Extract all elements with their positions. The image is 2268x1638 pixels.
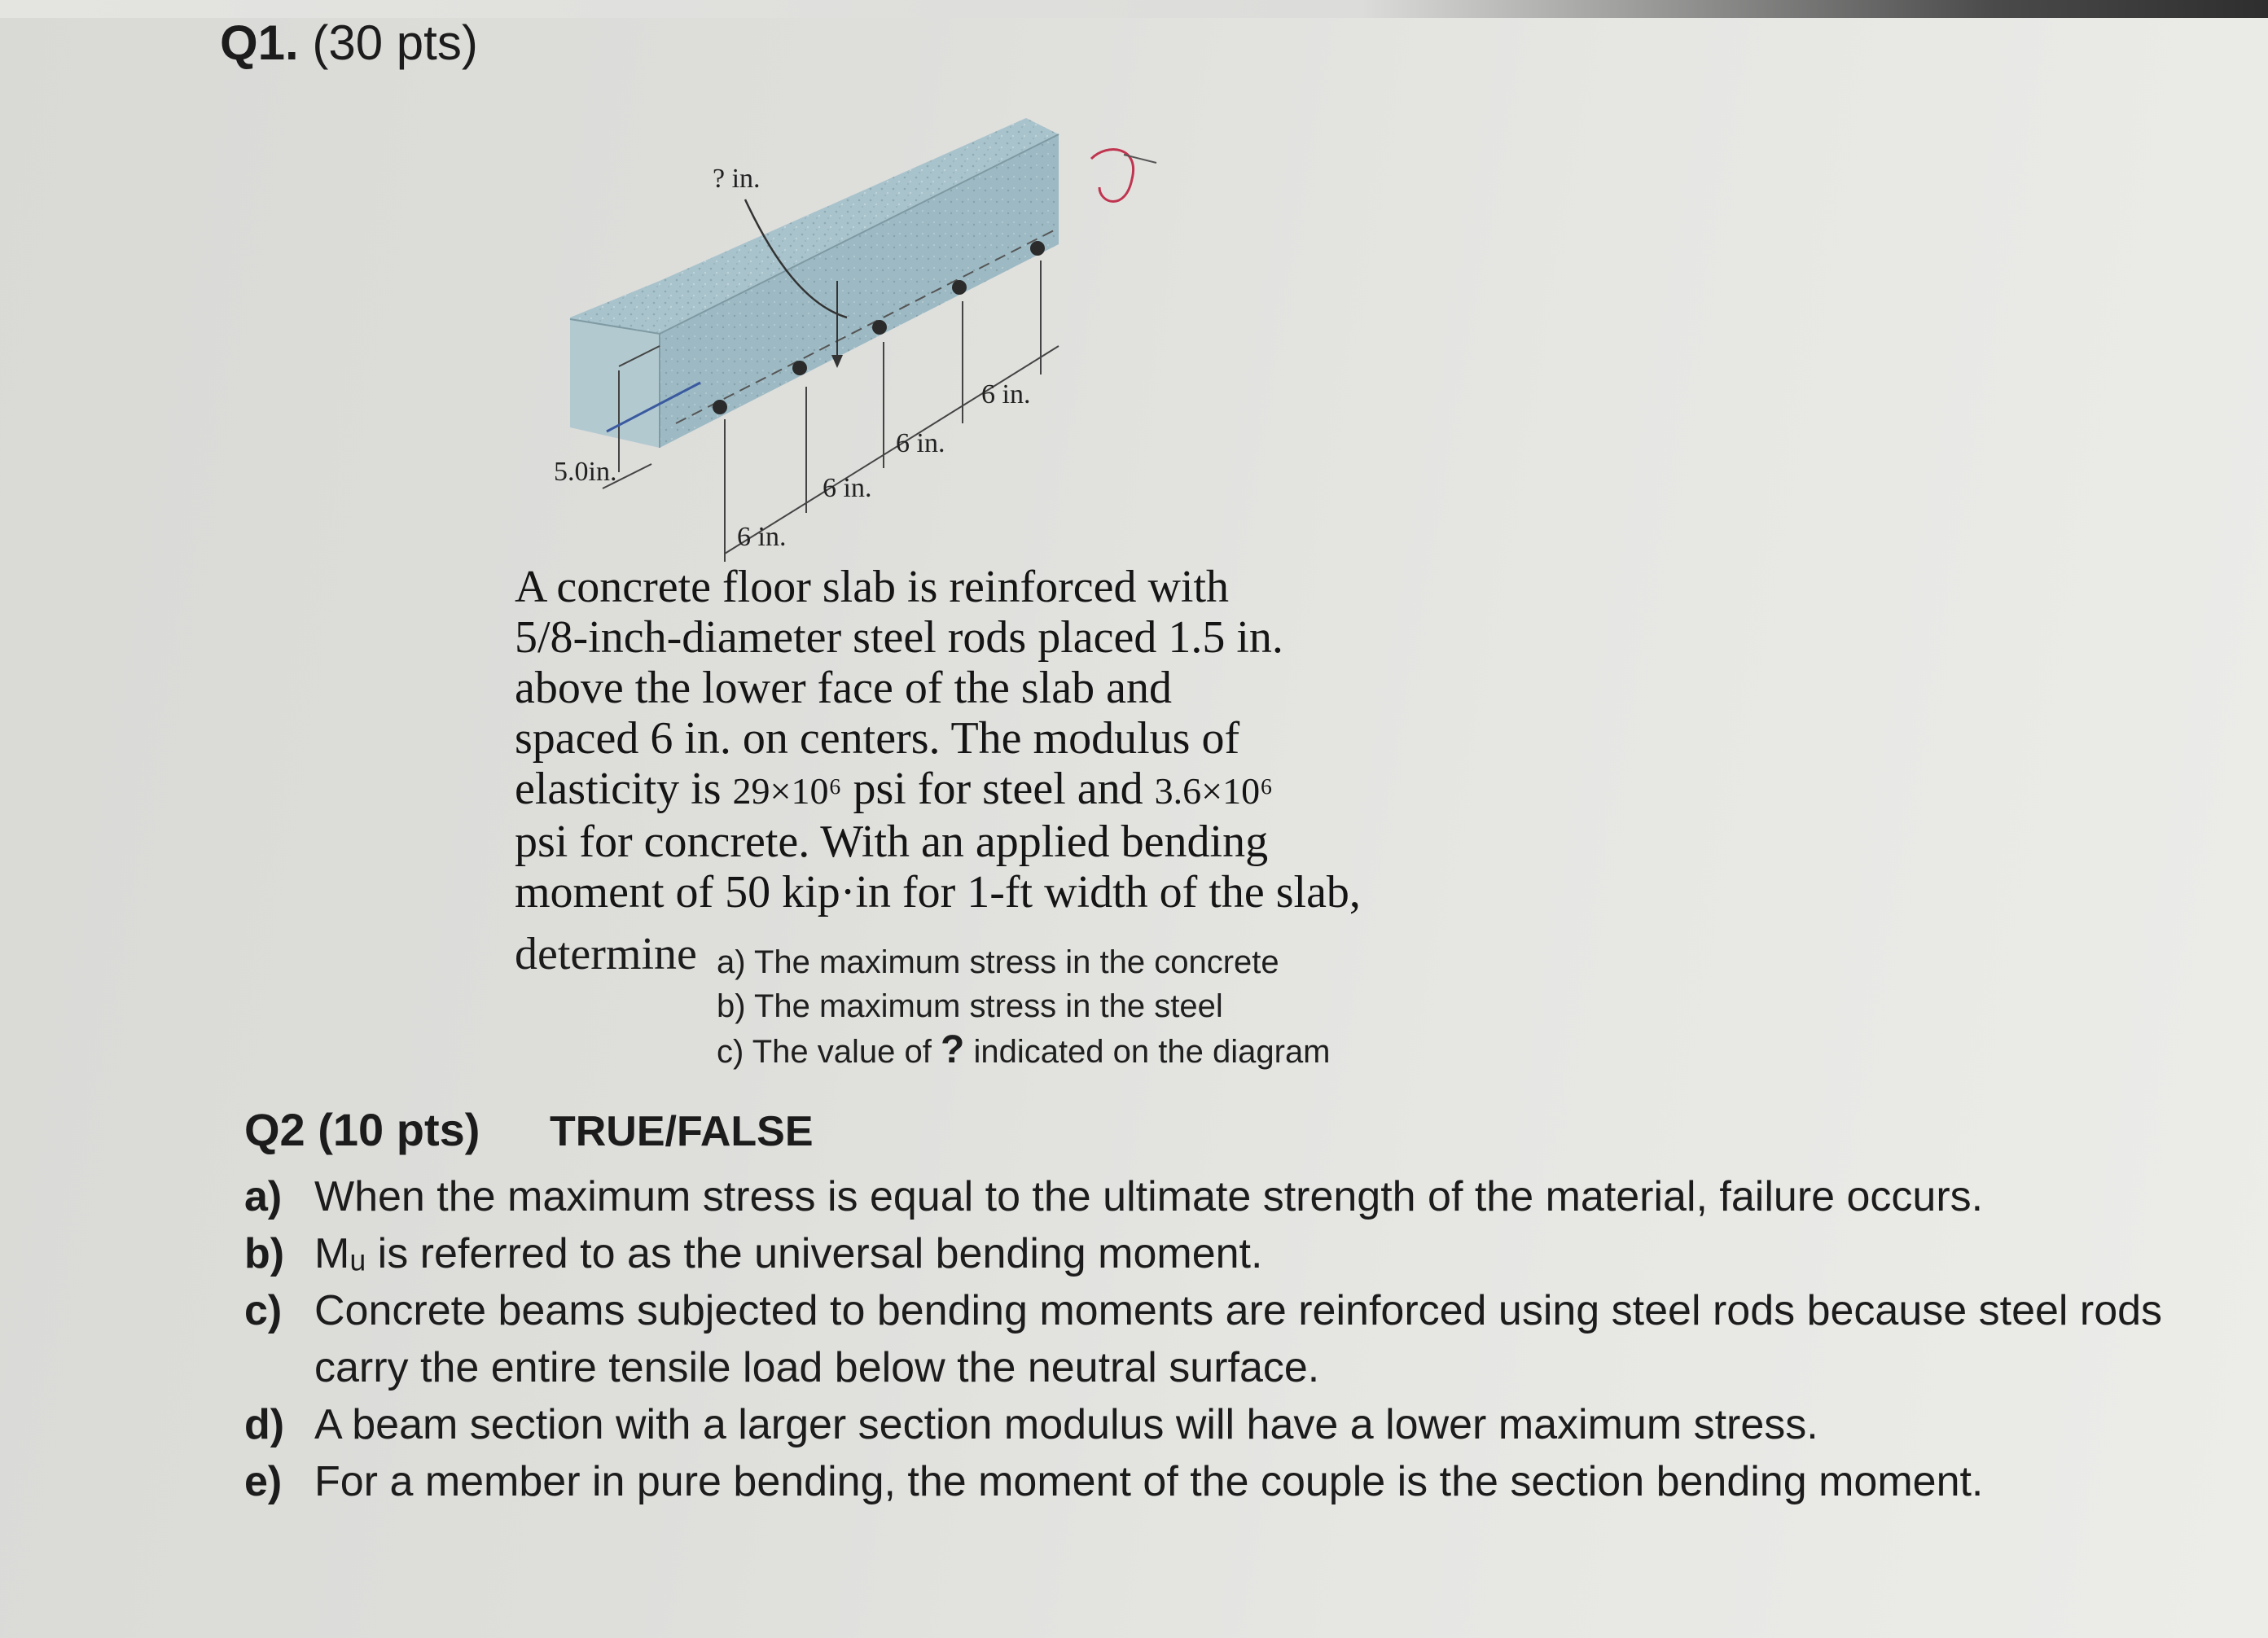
problem-line: psi for concrete. With an applied bending — [515, 817, 1269, 867]
problem-statement — [515, 562, 1427, 918]
question-mark: ? — [940, 1028, 965, 1071]
item-text: When the maximum stress is equal to the ultimate strength of the material, failure occurs. — [314, 1173, 1984, 1220]
list-item — [244, 1282, 2199, 1396]
diagram-spacing-label: 6 in. — [823, 473, 872, 503]
diagram-height-label: 5.0in. — [554, 457, 617, 487]
item-label: e) — [244, 1458, 283, 1505]
item-text: A beam section with a larger section modulus will have a lower maximum stress. — [314, 1401, 1818, 1448]
true-false-list — [244, 1168, 2199, 1510]
problem-line: spaced 6 in. on centers. The modulus of — [515, 713, 1240, 764]
item-label: a) — [244, 1173, 283, 1220]
steel-rod — [872, 320, 887, 335]
question-1-number: Q1. — [220, 15, 299, 70]
steel-rod — [713, 400, 727, 414]
determine-word: determine — [515, 929, 697, 979]
part-a: a) The maximum stress in the concrete — [717, 944, 1279, 980]
concrete-modulus: 3.6×10⁶ — [1154, 770, 1274, 812]
problem-line: 5/8-inch-diameter steel rods placed 1.5 in. — [515, 612, 1283, 663]
problem-line: A concrete floor slab is reinforced with — [515, 562, 1230, 612]
moment-arrow-icon — [1091, 150, 1134, 202]
question-1-points: (30 pts) — [312, 15, 478, 70]
part-c: c) The value of ? indicated on the diagram — [717, 1028, 1331, 1071]
list-item — [244, 1225, 2199, 1282]
question-1-title — [220, 15, 478, 71]
list-item — [244, 1168, 2199, 1225]
item-text: For a member in pure bending, the moment of the couple is the section bending moment. — [314, 1458, 1984, 1505]
item-label: d) — [244, 1401, 285, 1448]
problem-line: elasticity is 29×10⁶ psi for steel and 3.6×10⁶ — [515, 764, 1274, 814]
item-text: Mᵤ is referred to as the universal bending moment. — [314, 1230, 1263, 1277]
question-2-title — [244, 1103, 814, 1156]
item-text: Concrete beams subjected to bending moments are reinforced using steel rods because steel rods carry the entire tensile load below the neutral surface. — [314, 1287, 2163, 1391]
problem-line: moment of 50 kip·in for 1-ft width of the slab, — [515, 867, 1361, 918]
part-b: b) The maximum stress in the steel — [717, 988, 1223, 1024]
diagram-spacing-label: 6 in. — [737, 522, 787, 552]
steel-rod — [1030, 241, 1045, 256]
question-2-label: Q2 (10 pts) — [244, 1104, 480, 1155]
diagram-spacing-label: 6 in. — [896, 428, 945, 458]
question-2-kind: TRUE/FALSE — [549, 1108, 814, 1155]
diagram-top-label: ? in. — [713, 164, 761, 194]
list-item — [244, 1396, 2199, 1453]
item-label: c) — [244, 1287, 283, 1334]
list-item — [244, 1453, 2199, 1510]
problem-line: above the lower face of the slab and — [515, 663, 1172, 713]
steel-rod — [792, 361, 807, 375]
diagram-spacing-label: 6 in. — [981, 379, 1031, 410]
steel-modulus: 29×10⁶ — [732, 770, 842, 812]
question-1-parts — [717, 940, 1331, 1074]
steel-rod — [952, 280, 967, 295]
slab-diagram — [537, 106, 1205, 562]
item-label: b) — [244, 1230, 285, 1277]
